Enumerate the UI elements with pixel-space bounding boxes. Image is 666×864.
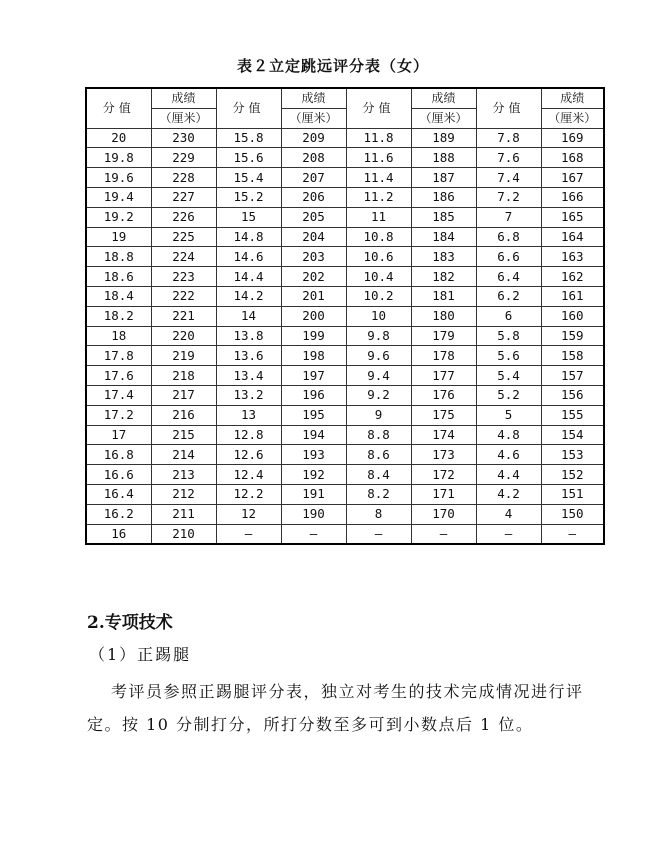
- result-cell: —: [541, 524, 604, 544]
- score-cell: 6.4: [476, 267, 541, 287]
- score-cell: 12.4: [216, 465, 281, 485]
- score-cell: 10.6: [346, 247, 411, 267]
- header-unit: （厘米）: [411, 108, 476, 128]
- result-cell: 186: [411, 187, 476, 207]
- table-row: [86, 524, 604, 544]
- score-cell: —: [346, 524, 411, 544]
- table-row: [86, 306, 604, 326]
- score-cell: 12.8: [216, 425, 281, 445]
- header-result: 成绩: [411, 88, 476, 108]
- score-cell: 10.8: [346, 227, 411, 247]
- score-cell: 14.2: [216, 286, 281, 306]
- score-cell: 4: [476, 504, 541, 524]
- result-cell: —: [411, 524, 476, 544]
- result-cell: 217: [151, 385, 216, 405]
- result-cell: 174: [411, 425, 476, 445]
- score-cell: 14: [216, 306, 281, 326]
- score-cell: 5.4: [476, 366, 541, 386]
- result-cell: 165: [541, 207, 604, 227]
- score-cell: 14.6: [216, 247, 281, 267]
- header-result: 成绩: [541, 88, 604, 108]
- result-cell: 151: [541, 484, 604, 504]
- score-cell: 10.4: [346, 267, 411, 287]
- score-cell: 13.6: [216, 346, 281, 366]
- score-cell: 12: [216, 504, 281, 524]
- table-row: [86, 445, 604, 465]
- result-cell: 194: [281, 425, 346, 445]
- result-cell: 197: [281, 366, 346, 386]
- score-cell: —: [476, 524, 541, 544]
- result-cell: 209: [281, 128, 346, 148]
- table-row: [86, 326, 604, 346]
- result-cell: 178: [411, 346, 476, 366]
- result-cell: 211: [151, 504, 216, 524]
- result-cell: 226: [151, 207, 216, 227]
- table-row: [86, 405, 604, 425]
- score-cell: 20: [86, 128, 151, 148]
- score-cell: 19.2: [86, 207, 151, 227]
- score-cell: 17.6: [86, 366, 151, 386]
- result-cell: 177: [411, 366, 476, 386]
- table-row: [86, 247, 604, 267]
- result-cell: 175: [411, 405, 476, 425]
- score-cell: 4.4: [476, 465, 541, 485]
- result-cell: 227: [151, 187, 216, 207]
- result-cell: 214: [151, 445, 216, 465]
- result-cell: 191: [281, 484, 346, 504]
- score-cell: 8.8: [346, 425, 411, 445]
- result-cell: —: [281, 524, 346, 544]
- score-cell: 18.4: [86, 286, 151, 306]
- table-row: [86, 267, 604, 287]
- result-cell: 207: [281, 168, 346, 188]
- result-cell: 164: [541, 227, 604, 247]
- score-cell: 12.2: [216, 484, 281, 504]
- score-cell: 15.4: [216, 168, 281, 188]
- result-cell: 192: [281, 465, 346, 485]
- result-cell: 225: [151, 227, 216, 247]
- score-cell: 5.6: [476, 346, 541, 366]
- result-cell: 152: [541, 465, 604, 485]
- result-cell: 190: [281, 504, 346, 524]
- result-cell: 208: [281, 148, 346, 168]
- result-cell: 222: [151, 286, 216, 306]
- score-cell: 13.2: [216, 385, 281, 405]
- table-row: [86, 128, 604, 148]
- result-cell: 213: [151, 465, 216, 485]
- score-cell: 10.2: [346, 286, 411, 306]
- result-cell: 176: [411, 385, 476, 405]
- result-cell: 206: [281, 187, 346, 207]
- result-cell: 187: [411, 168, 476, 188]
- result-cell: 224: [151, 247, 216, 267]
- header-score: 分值: [346, 88, 411, 128]
- result-cell: 201: [281, 286, 346, 306]
- score-cell: 7.4: [476, 168, 541, 188]
- score-cell: 14.8: [216, 227, 281, 247]
- result-cell: 185: [411, 207, 476, 227]
- result-cell: 169: [541, 128, 604, 148]
- result-cell: 198: [281, 346, 346, 366]
- result-cell: 202: [281, 267, 346, 287]
- table-row: [86, 187, 604, 207]
- table-row: [86, 484, 604, 504]
- score-cell: 16.2: [86, 504, 151, 524]
- result-cell: 199: [281, 326, 346, 346]
- result-cell: 170: [411, 504, 476, 524]
- score-cell: 19.8: [86, 148, 151, 168]
- header-unit: （厘米）: [541, 108, 604, 128]
- table-row: [86, 286, 604, 306]
- result-cell: 168: [541, 148, 604, 168]
- result-cell: 195: [281, 405, 346, 425]
- result-cell: 200: [281, 306, 346, 326]
- score-cell: 7: [476, 207, 541, 227]
- section-heading: 2.专项技术: [87, 613, 173, 633]
- score-cell: 12.6: [216, 445, 281, 465]
- score-cell: 13.4: [216, 366, 281, 386]
- score-cell: 9.2: [346, 385, 411, 405]
- score-cell: 18.8: [86, 247, 151, 267]
- score-cell: 8: [346, 504, 411, 524]
- score-cell: 17.2: [86, 405, 151, 425]
- result-cell: 210: [151, 524, 216, 544]
- score-cell: 7.6: [476, 148, 541, 168]
- score-cell: 10: [346, 306, 411, 326]
- result-cell: 156: [541, 385, 604, 405]
- table-caption: 表２立定跳远评分表（女）: [236, 57, 429, 75]
- score-cell: 13: [216, 405, 281, 425]
- score-cell: 15.8: [216, 128, 281, 148]
- score-cell: 14.4: [216, 267, 281, 287]
- score-cell: 11.8: [346, 128, 411, 148]
- score-cell: 6.2: [476, 286, 541, 306]
- score-cell: 16: [86, 524, 151, 544]
- result-cell: 223: [151, 267, 216, 287]
- table-row: [86, 148, 604, 168]
- result-cell: 180: [411, 306, 476, 326]
- result-cell: 196: [281, 385, 346, 405]
- score-cell: 9: [346, 405, 411, 425]
- result-cell: 215: [151, 425, 216, 445]
- score-cell: 7.8: [476, 128, 541, 148]
- score-cell: 17.4: [86, 385, 151, 405]
- result-cell: 183: [411, 247, 476, 267]
- result-cell: 157: [541, 366, 604, 386]
- result-cell: 167: [541, 168, 604, 188]
- table-row: [86, 465, 604, 485]
- score-cell: —: [216, 524, 281, 544]
- score-cell: 18: [86, 326, 151, 346]
- score-cell: 8.6: [346, 445, 411, 465]
- table-body: [86, 128, 604, 544]
- result-cell: 181: [411, 286, 476, 306]
- body-paragraph: 考评员参照正踢腿评分表，独立对考生的技术完成情况进行评定。按 10 分制打分，所打分数至多可到小数点后 1 位。: [87, 682, 584, 734]
- header-score: 分值: [86, 88, 151, 128]
- result-cell: 188: [411, 148, 476, 168]
- result-cell: 179: [411, 326, 476, 346]
- result-cell: 160: [541, 306, 604, 326]
- result-cell: 189: [411, 128, 476, 148]
- table-row: [86, 366, 604, 386]
- result-cell: 216: [151, 405, 216, 425]
- result-cell: 203: [281, 247, 346, 267]
- result-cell: 166: [541, 187, 604, 207]
- score-cell: 6.6: [476, 247, 541, 267]
- score-table: [85, 87, 605, 545]
- score-cell: 8.4: [346, 465, 411, 485]
- score-cell: 11.2: [346, 187, 411, 207]
- score-cell: 4.8: [476, 425, 541, 445]
- header-unit: （厘米）: [151, 108, 216, 128]
- header-result: 成绩: [281, 88, 346, 108]
- score-cell: 9.4: [346, 366, 411, 386]
- score-cell: 4.6: [476, 445, 541, 465]
- score-cell: 8.2: [346, 484, 411, 504]
- score-cell: 17: [86, 425, 151, 445]
- header-result: 成绩: [151, 88, 216, 108]
- score-cell: 15: [216, 207, 281, 227]
- result-cell: 212: [151, 484, 216, 504]
- table-row: [86, 227, 604, 247]
- result-cell: 221: [151, 306, 216, 326]
- result-cell: 220: [151, 326, 216, 346]
- result-cell: 172: [411, 465, 476, 485]
- result-cell: 182: [411, 267, 476, 287]
- score-cell: 17.8: [86, 346, 151, 366]
- score-cell: 13.8: [216, 326, 281, 346]
- result-cell: 150: [541, 504, 604, 524]
- result-cell: 205: [281, 207, 346, 227]
- score-cell: 11.6: [346, 148, 411, 168]
- score-cell: 18.6: [86, 267, 151, 287]
- score-cell: 6.8: [476, 227, 541, 247]
- result-cell: 219: [151, 346, 216, 366]
- table-row: [86, 385, 604, 405]
- subsection-heading: （1）正踢腿: [89, 645, 192, 664]
- header-unit: （厘米）: [281, 108, 346, 128]
- score-cell: 11.4: [346, 168, 411, 188]
- score-cell: 16.4: [86, 484, 151, 504]
- result-cell: 155: [541, 405, 604, 425]
- result-cell: 163: [541, 247, 604, 267]
- score-cell: 9.8: [346, 326, 411, 346]
- result-cell: 193: [281, 445, 346, 465]
- score-cell: 19.6: [86, 168, 151, 188]
- score-cell: 19.4: [86, 187, 151, 207]
- score-cell: 11: [346, 207, 411, 227]
- score-cell: 19: [86, 227, 151, 247]
- score-cell: 18.2: [86, 306, 151, 326]
- result-cell: 159: [541, 326, 604, 346]
- score-cell: 5: [476, 405, 541, 425]
- score-cell: 6: [476, 306, 541, 326]
- result-cell: 161: [541, 286, 604, 306]
- header-score: 分值: [216, 88, 281, 128]
- table-row: [86, 207, 604, 227]
- table-row: [86, 425, 604, 445]
- header-score: 分值: [476, 88, 541, 128]
- score-cell: 9.6: [346, 346, 411, 366]
- result-cell: 153: [541, 445, 604, 465]
- result-cell: 173: [411, 445, 476, 465]
- result-cell: 162: [541, 267, 604, 287]
- result-cell: 230: [151, 128, 216, 148]
- table-row: [86, 346, 604, 366]
- score-cell: 15.6: [216, 148, 281, 168]
- score-cell: 16.8: [86, 445, 151, 465]
- score-cell: 4.2: [476, 484, 541, 504]
- score-cell: 16.6: [86, 465, 151, 485]
- table-header: [86, 88, 604, 128]
- result-cell: 229: [151, 148, 216, 168]
- score-cell: 5.2: [476, 385, 541, 405]
- table-row: [86, 168, 604, 188]
- result-cell: 218: [151, 366, 216, 386]
- score-cell: 7.2: [476, 187, 541, 207]
- result-cell: 158: [541, 346, 604, 366]
- result-cell: 184: [411, 227, 476, 247]
- result-cell: 171: [411, 484, 476, 504]
- score-cell: 15.2: [216, 187, 281, 207]
- result-cell: 154: [541, 425, 604, 445]
- table-row: [86, 504, 604, 524]
- score-cell: 5.8: [476, 326, 541, 346]
- result-cell: 228: [151, 168, 216, 188]
- result-cell: 204: [281, 227, 346, 247]
